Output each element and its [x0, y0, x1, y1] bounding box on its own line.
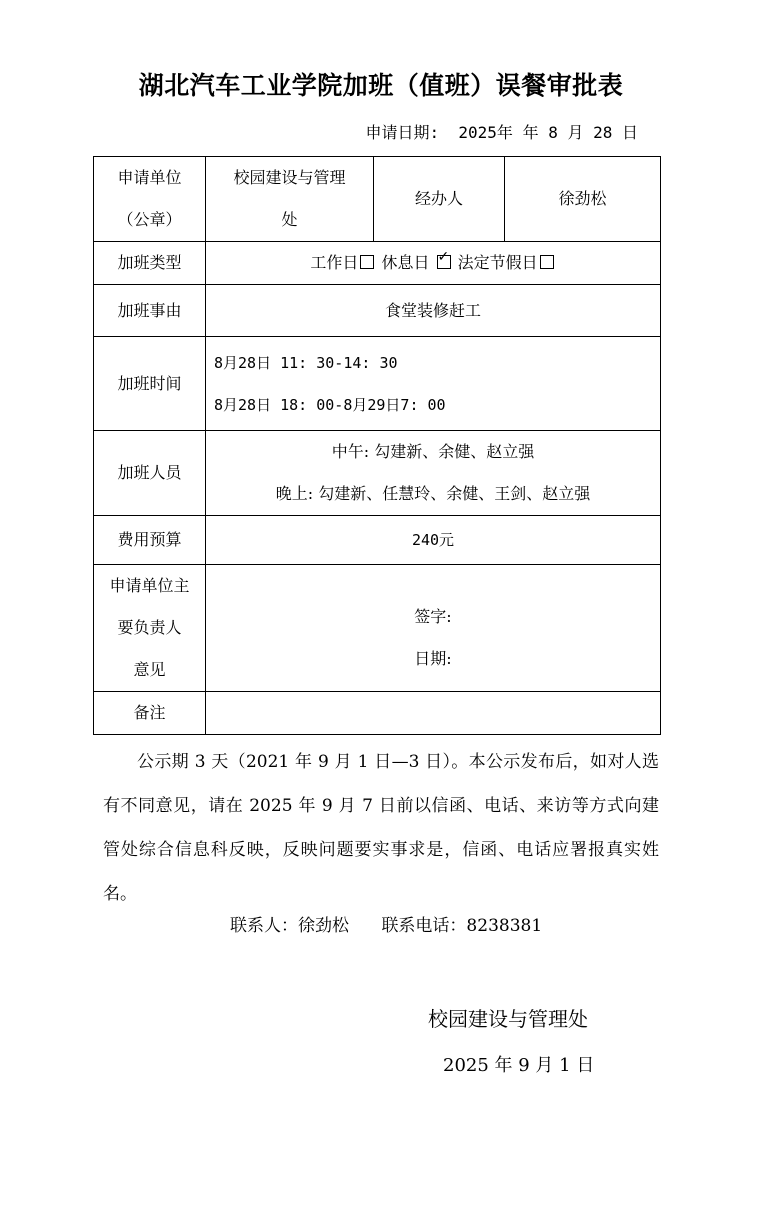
time-value-cell [206, 337, 661, 431]
unit-label-cell [94, 157, 206, 242]
time-line-1: 8月28日 11: 30-14: 30 [214, 353, 398, 372]
staff-row [94, 431, 661, 516]
issuing-organization: 校园建设与管理处 [428, 1007, 588, 1031]
signature-date-label: 日期: [414, 649, 452, 668]
type-holiday-label: 法定节假日 [457, 253, 538, 272]
unit-label-line-2: （公章） [117, 210, 182, 229]
remark-value [206, 692, 661, 735]
approval-form-table [93, 156, 661, 735]
unit-value-line-2: 处 [281, 210, 298, 229]
budget-label: 费用预算 [94, 516, 206, 565]
opinion-label-line-2: 要负责人 [117, 618, 182, 637]
contact-person: 联系人：徐劲松 [230, 916, 349, 936]
reason-row [94, 285, 661, 337]
budget-value: 240元 [206, 516, 661, 565]
page-title: 湖北汽车工业学院加班（值班）误餐审批表 [138, 71, 624, 100]
opinion-row [94, 565, 661, 692]
unit-row [94, 157, 661, 242]
workday-checkbox[interactable] [360, 255, 374, 269]
opinion-signature-cell [206, 565, 661, 692]
budget-row [94, 516, 661, 565]
handler-value: 徐劲松 [505, 157, 661, 242]
type-workday-label: 工作日 [310, 253, 359, 272]
opinion-label-cell [94, 565, 206, 692]
application-date: 申请日期: 2025年 年 8 月 28 日 [365, 123, 638, 142]
contact-line [230, 911, 542, 936]
holiday-checkbox[interactable] [540, 255, 554, 269]
staff-line-2: 晚上: 勾建新、任慧玲、余健、王剑、赵立强 [275, 484, 591, 503]
unit-value-cell [206, 157, 374, 242]
type-label: 加班类型 [94, 242, 206, 285]
unit-value-line-1: 校园建设与管理 [233, 168, 346, 187]
issue-date: 2025 年 9 月 1 日 [443, 1055, 595, 1076]
handler-label: 经办人 [374, 157, 505, 242]
remark-row [94, 692, 661, 735]
unit-label-line-1: 申请单位 [117, 168, 182, 187]
signature-label: 签字: [414, 607, 452, 626]
remark-label: 备注 [94, 692, 206, 735]
reason-label: 加班事由 [94, 285, 206, 337]
reason-value: 食堂装修赶工 [206, 285, 661, 337]
notice-paragraph: 公示期 3 天（2021 年 9 月 1 日—3 日）。本公示发布后，如对人选有不同意见，请在 2025 年 9 月 7 日前以信函、电话、来访等方式向建管处综合信息科反映，反映问题要实事求是，信函、电话应署报真实姓名。 [103, 752, 659, 904]
time-label: 加班时间 [94, 337, 206, 431]
type-row [94, 242, 661, 285]
staff-value-cell [206, 431, 661, 516]
contact-phone: 联系电话：8238381 [381, 916, 543, 936]
time-line-2: 8月28日 18: 00-8月29日7: 00 [214, 395, 446, 414]
opinion-label-line-3: 意见 [133, 660, 166, 679]
type-options-cell [206, 242, 661, 285]
type-restday-label: 休息日 [381, 253, 430, 272]
staff-line-1: 中午: 勾建新、余健、赵立强 [331, 442, 535, 461]
opinion-label-line-1: 申请单位主 [109, 576, 190, 595]
staff-label: 加班人员 [94, 431, 206, 516]
time-row [94, 337, 661, 431]
restday-checkbox-checked[interactable] [437, 255, 451, 269]
